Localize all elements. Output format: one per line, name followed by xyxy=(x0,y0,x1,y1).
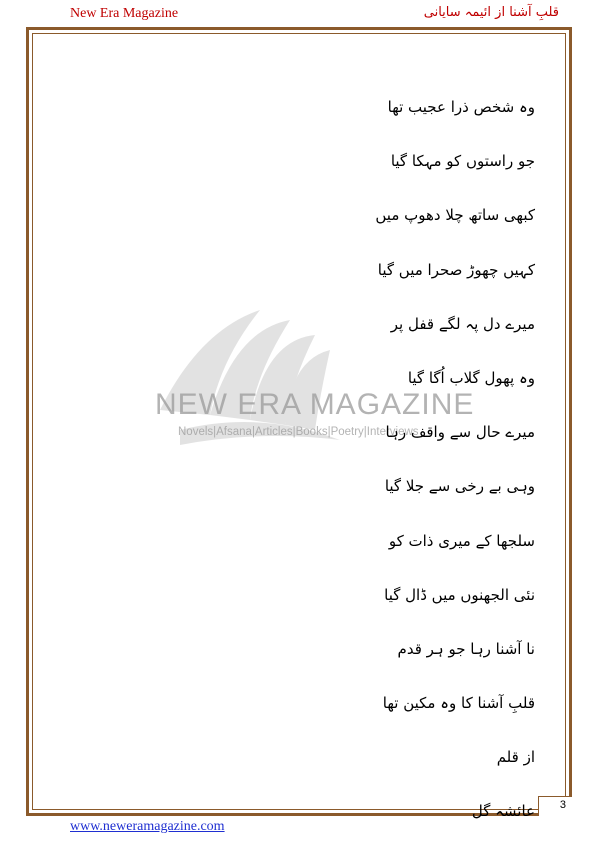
poem-line: سلجھا کے میری ذات کو xyxy=(388,531,535,550)
poem-line: میرے دل پہ لگے قفل پر xyxy=(390,314,535,333)
poem-author: عائشہ گل xyxy=(471,802,535,821)
poem-body xyxy=(175,80,535,839)
poem-line: جو راستوں کو مہکا گیا xyxy=(390,152,535,171)
poem-line: نئی الجھنوں میں ڈال گیا xyxy=(384,585,535,604)
poem-line: میرے حال سے واقف رہا xyxy=(385,423,535,442)
website-link[interactable]: www.neweramagazine.com xyxy=(70,819,225,834)
page-number-box xyxy=(538,796,572,816)
watermark-subtitle: Novels|Afsana|Articles|Books|Poetry|Interviews xyxy=(178,426,419,438)
watermark-title: NEW ERA MAGAZINE xyxy=(155,388,475,421)
poem-line: نا آشنا رہا جو ہر قدم xyxy=(397,639,535,658)
poem-line: وہ پھول گلاب اُگا گیا xyxy=(407,368,535,387)
poem-line: کہیں چھوڑ صحرا میں گیا xyxy=(377,260,535,279)
poem-line: وہی بے رخی سے جلا گیا xyxy=(384,477,535,496)
poem-line: وہ شخص ذرا عجیب تھا xyxy=(387,98,535,116)
poem-line: کبھی ساتھ چلا دھوپ میں xyxy=(375,206,535,225)
document-title-header: قلبِ آشنا از ائیمہ سایانی xyxy=(423,5,559,20)
page-number: 3 xyxy=(559,799,566,811)
magazine-name-header: New Era Magazine xyxy=(70,6,179,21)
poem-byline-label: از قلم xyxy=(496,748,535,767)
poem-line: قلبِ آشنا کا وہ مکین تھا xyxy=(382,694,535,713)
